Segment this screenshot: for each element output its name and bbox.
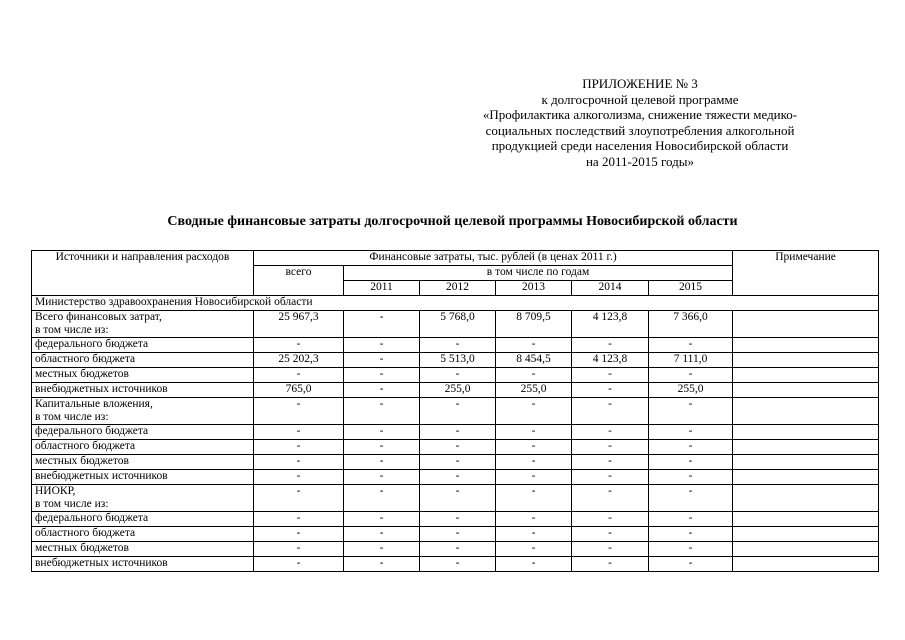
cell-total: - — [254, 398, 344, 425]
row-label — [32, 368, 254, 383]
row-label-line: в том числе из: — [35, 324, 109, 336]
header-note: Примечание — [733, 251, 879, 266]
cell-note — [733, 557, 879, 572]
appendix-line: на 2011-2015 годы» — [585, 153, 695, 169]
cell-year-value: - — [420, 512, 496, 527]
row-label-line: федерального бюджета — [35, 512, 149, 524]
cell-year-value: - — [344, 353, 420, 368]
cell-year-value: - — [496, 338, 572, 353]
header-note-cont — [733, 281, 879, 296]
cell-note — [733, 353, 879, 368]
cell-note — [733, 512, 879, 527]
header-row — [32, 251, 879, 266]
cell-year-value: - — [344, 440, 420, 455]
cell-year-value: - — [420, 338, 496, 353]
cell-year-value: - — [344, 383, 420, 398]
row-label — [32, 470, 254, 485]
appendix-line: социальных последствий злоупотребления алкогольной — [485, 122, 795, 138]
cell-year-value: - — [496, 485, 572, 512]
table-row — [32, 512, 879, 527]
cell-year-value: - — [649, 512, 733, 527]
header-sources-cont — [32, 281, 254, 296]
cell-year-value: - — [649, 440, 733, 455]
table-row — [32, 311, 879, 338]
table-row — [32, 557, 879, 572]
cell-total: - — [254, 485, 344, 512]
header-total: всего — [254, 266, 344, 281]
cell-year-value: - — [572, 338, 649, 353]
header-total-cont — [254, 281, 344, 296]
table-row — [32, 542, 879, 557]
cell-note — [733, 470, 879, 485]
cell-year-value: - — [649, 398, 733, 425]
cell-year-value: - — [649, 455, 733, 470]
cell-year-value: - — [344, 368, 420, 383]
cell-year-value: - — [496, 557, 572, 572]
cell-year-value: - — [496, 527, 572, 542]
row-label-line: областного бюджета — [35, 353, 136, 365]
row-label-line: областного бюджета — [35, 527, 136, 539]
cell-year-value: 255,0 — [420, 383, 496, 398]
row-label-line: федерального бюджета — [35, 425, 149, 437]
cell-year-value: - — [496, 398, 572, 425]
cell-year-value: - — [344, 542, 420, 557]
header-year: 2011 — [344, 281, 420, 296]
cell-total: - — [254, 368, 344, 383]
cell-year-value: - — [344, 425, 420, 440]
table-row — [32, 527, 879, 542]
cell-year-value: 5 768,0 — [420, 311, 496, 338]
cell-note — [733, 527, 879, 542]
row-label — [32, 440, 254, 455]
row-label — [32, 485, 254, 512]
appendix-line: ПРИЛОЖЕНИЕ № 3 — [582, 76, 698, 91]
cell-year-value: - — [420, 398, 496, 425]
cell-total: 25 202,3 — [254, 353, 344, 368]
ministry-row — [32, 296, 879, 311]
cell-total: - — [254, 527, 344, 542]
cell-year-value: - — [344, 338, 420, 353]
ministry-name: Министерство здравоохранения Новосибирской области — [32, 296, 879, 311]
table-row — [32, 338, 879, 353]
cell-year-value: - — [572, 485, 649, 512]
row-label — [32, 398, 254, 425]
cell-year-value: - — [344, 557, 420, 572]
cell-year-value: 8 709,5 — [496, 311, 572, 338]
header-sources-cont — [32, 266, 254, 281]
header-year: 2012 — [420, 281, 496, 296]
cell-year-value: - — [572, 398, 649, 425]
cell-total: 25 967,3 — [254, 311, 344, 338]
header-costs: Финансовые затраты, тыс. рублей (в ценах 2011 г.) — [254, 251, 733, 266]
cell-year-value: - — [420, 527, 496, 542]
cell-year-value: - — [344, 311, 420, 338]
row-label-line: НИОКР, — [35, 485, 76, 497]
header-year: 2013 — [496, 281, 572, 296]
header-year: 2014 — [572, 281, 649, 296]
cell-year-value: - — [496, 470, 572, 485]
table-row — [32, 368, 879, 383]
row-label — [32, 557, 254, 572]
row-label-line: местных бюджетов — [35, 455, 129, 467]
row-label-line: местных бюджетов — [35, 542, 129, 554]
cell-year-value: - — [572, 512, 649, 527]
row-label — [32, 383, 254, 398]
cell-year-value: - — [572, 557, 649, 572]
cell-total: - — [254, 542, 344, 557]
cell-total: - — [254, 455, 344, 470]
cell-year-value: - — [344, 485, 420, 512]
cell-note — [733, 398, 879, 425]
row-label — [32, 425, 254, 440]
row-label — [32, 527, 254, 542]
appendix-line: «Профилактика алкоголизма, снижение тяжести медико- — [482, 107, 798, 122]
header-by-years: в том числе по годам — [344, 266, 733, 281]
cell-year-value: - — [649, 542, 733, 557]
header-row — [32, 266, 879, 281]
appendix-header — [430, 76, 850, 169]
row-label-line: внебюджетных источников — [35, 557, 168, 569]
cell-year-value: - — [572, 425, 649, 440]
cell-year-value: - — [649, 470, 733, 485]
cell-note — [733, 440, 879, 455]
header-note-cont — [733, 266, 879, 281]
cell-year-value: - — [496, 425, 572, 440]
cell-total: - — [254, 425, 344, 440]
row-label-line: в том числе из: — [35, 498, 109, 510]
cell-year-value: - — [496, 542, 572, 557]
cell-year-value: - — [649, 557, 733, 572]
cell-note — [733, 311, 879, 338]
table-row — [32, 398, 879, 425]
cell-year-value: 4 123,8 — [572, 311, 649, 338]
row-label-line: областного бюджета — [35, 440, 136, 452]
cell-note — [733, 383, 879, 398]
cell-year-value: - — [420, 470, 496, 485]
cell-year-value: - — [344, 527, 420, 542]
row-label-line: внебюджетных источников — [35, 383, 168, 395]
cell-year-value: 8 454,5 — [496, 353, 572, 368]
cell-year-value: 255,0 — [649, 383, 733, 398]
row-label-line: местных бюджетов — [35, 368, 129, 380]
cell-year-value: - — [649, 368, 733, 383]
cell-year-value: - — [420, 425, 496, 440]
cell-year-value: - — [344, 398, 420, 425]
cell-year-value: - — [344, 512, 420, 527]
cell-total: - — [254, 470, 344, 485]
cell-year-value: - — [420, 557, 496, 572]
row-label-line: Всего финансовых затрат, — [35, 311, 162, 323]
cell-total: - — [254, 338, 344, 353]
row-label-line: внебюджетных источников — [35, 470, 168, 482]
cell-year-value: - — [496, 455, 572, 470]
table-row — [32, 485, 879, 512]
cell-year-value: 255,0 — [496, 383, 572, 398]
cell-year-value: - — [572, 527, 649, 542]
row-label — [32, 512, 254, 527]
cell-year-value: - — [496, 440, 572, 455]
cell-total: - — [254, 512, 344, 527]
cell-year-value: - — [572, 368, 649, 383]
cell-year-value: - — [649, 338, 733, 353]
header-row — [32, 281, 879, 296]
cell-note — [733, 485, 879, 512]
cell-year-value: - — [572, 455, 649, 470]
cell-year-value: - — [420, 368, 496, 383]
header-sources: Источники и направления расходов — [32, 251, 254, 266]
row-label — [32, 338, 254, 353]
table-row — [32, 470, 879, 485]
cell-year-value: - — [572, 440, 649, 455]
row-label-line: Капитальные вложения, — [35, 398, 153, 410]
cell-year-value: - — [344, 470, 420, 485]
table-row — [32, 353, 879, 368]
table-row — [32, 455, 879, 470]
cell-year-value: - — [649, 425, 733, 440]
table-row — [32, 383, 879, 398]
cell-year-value: 7 366,0 — [649, 311, 733, 338]
financial-table — [31, 250, 879, 572]
cell-note — [733, 542, 879, 557]
cell-year-value: 5 513,0 — [420, 353, 496, 368]
cell-year-value: - — [344, 455, 420, 470]
cell-year-value: 4 123,8 — [572, 353, 649, 368]
cell-total: - — [254, 557, 344, 572]
document-title: Сводные финансовые затраты долгосрочной целевой программы Новосибирской области — [167, 214, 738, 229]
cell-year-value: - — [572, 383, 649, 398]
row-label — [32, 311, 254, 338]
cell-year-value: - — [420, 440, 496, 455]
cell-year-value: - — [572, 542, 649, 557]
cell-note — [733, 455, 879, 470]
cell-year-value: - — [420, 485, 496, 512]
header-year: 2015 — [649, 281, 733, 296]
cell-year-value: - — [420, 455, 496, 470]
appendix-line: продукцией среди населения Новосибирской области — [491, 138, 789, 153]
appendix-line: к долгосрочной целевой программе — [541, 91, 739, 107]
cell-year-value: - — [496, 368, 572, 383]
cell-year-value: - — [572, 470, 649, 485]
cell-year-value: - — [496, 512, 572, 527]
cell-year-value: - — [420, 542, 496, 557]
row-label — [32, 542, 254, 557]
cell-year-value: - — [649, 527, 733, 542]
cell-year-value: 7 111,0 — [649, 353, 733, 368]
table-row — [32, 425, 879, 440]
row-label-line: федерального бюджета — [35, 338, 149, 350]
row-label-line: в том числе из: — [35, 411, 109, 423]
cell-total: - — [254, 440, 344, 455]
row-label — [32, 455, 254, 470]
cell-note — [733, 425, 879, 440]
cell-note — [733, 368, 879, 383]
cell-year-value: - — [649, 485, 733, 512]
cell-note — [733, 338, 879, 353]
cell-total: 765,0 — [254, 383, 344, 398]
table-row — [32, 440, 879, 455]
row-label — [32, 353, 254, 368]
